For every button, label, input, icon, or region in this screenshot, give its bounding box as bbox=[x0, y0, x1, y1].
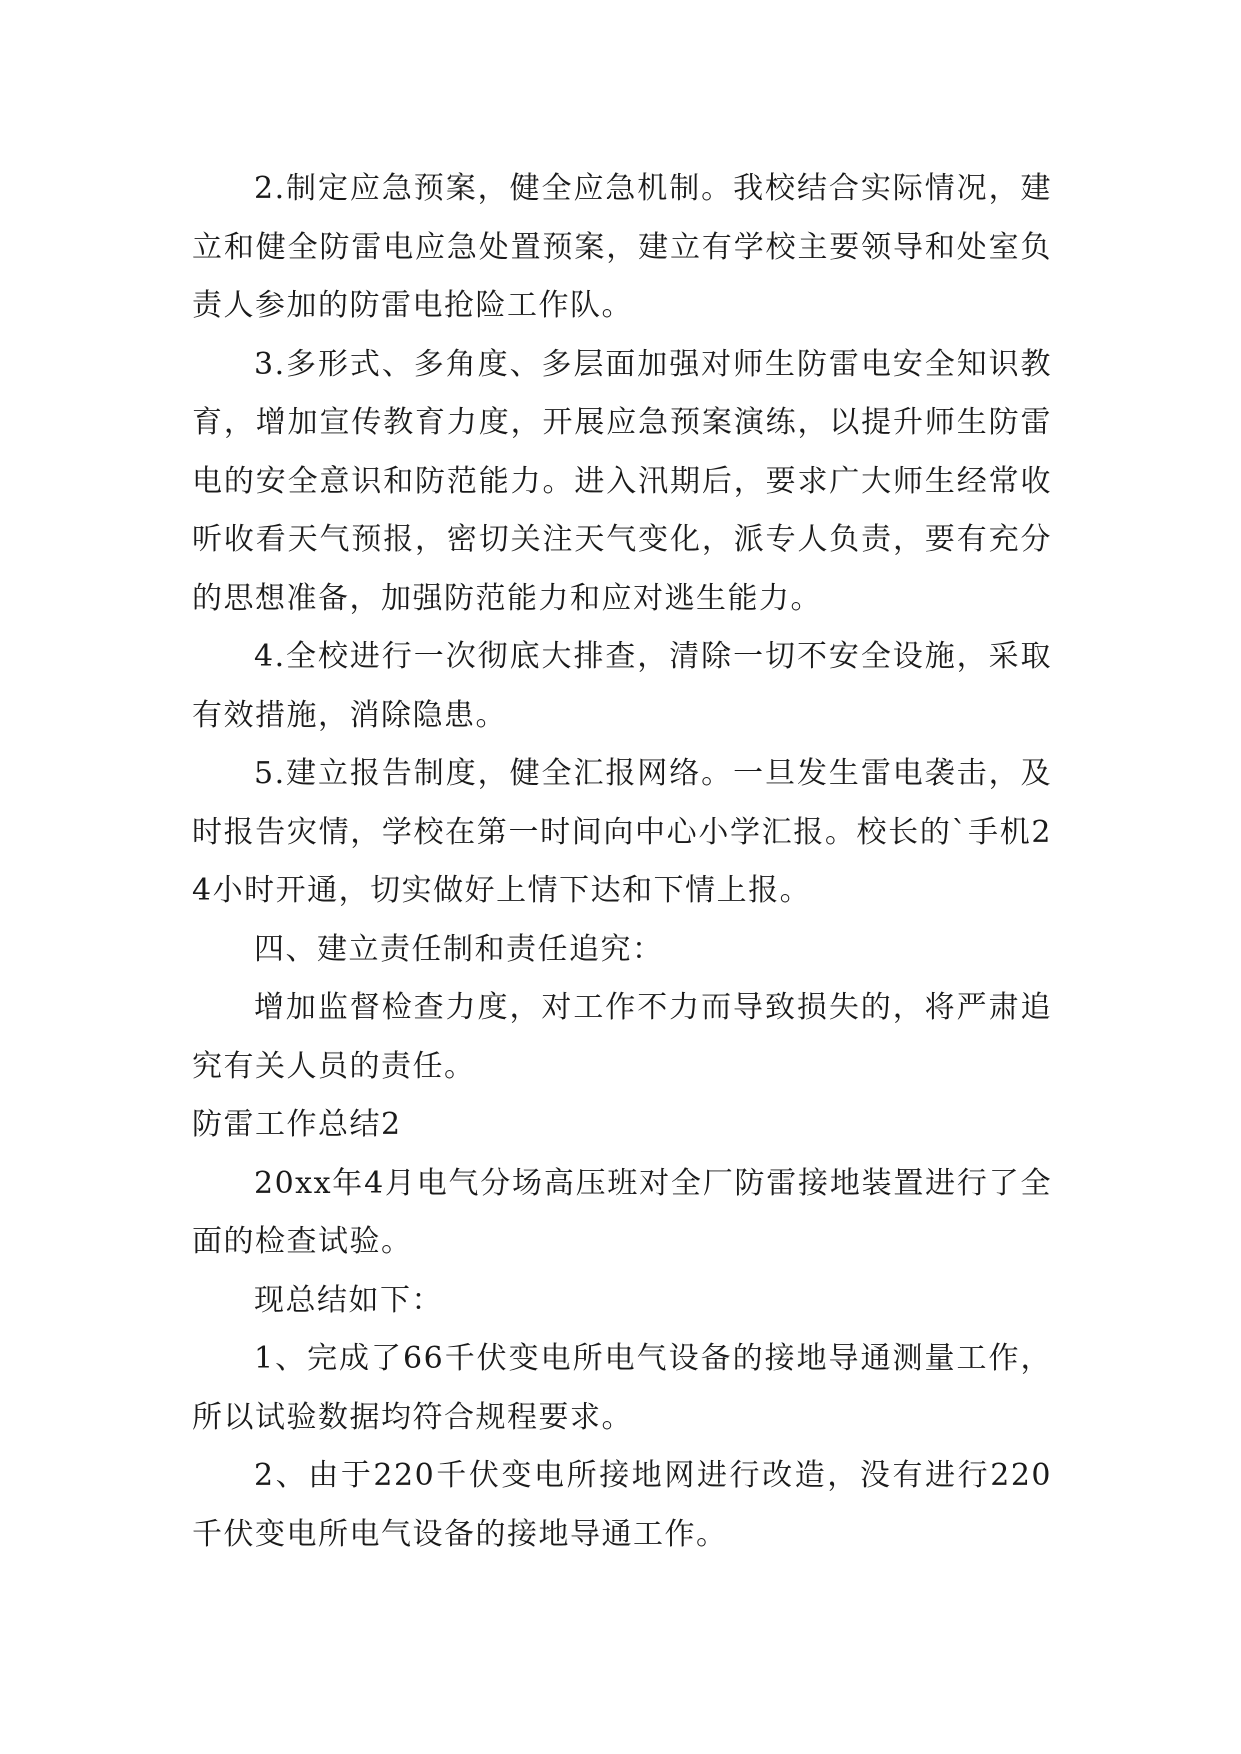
list-item-66kv: 1、完成了66千伏变电所电气设备的接地导通测量工作，所以试验数据均符合规程要求。 bbox=[192, 1341, 1052, 1435]
paragraph-summary-lead: 现总结如下： bbox=[254, 1282, 443, 1318]
section-heading-responsibility: 四、建立责任制和责任追究： bbox=[254, 931, 664, 967]
paragraph-inspection-intro: 20xx年4月电气分场高压班对全厂防雷接地装置进行了全面的检查试验。 bbox=[192, 1165, 1052, 1259]
paragraph-supervision: 增加监督检查力度，对工作不力而导致损失的，将严肃追究有关人员的责任。 bbox=[192, 990, 1052, 1084]
document-body bbox=[192, 160, 1052, 1564]
paragraph-inspection: 4.全校进行一次彻底大排查，清除一切不安全设施，采取有效措施，消除隐患。 bbox=[192, 639, 1052, 733]
paragraph-safety-education: 3.多形式、多角度、多层面加强对师生防雷电安全知识教育，增加宣传教育力度，开展应急预案演练，以提升师生防雷电的安全意识和防范能力。进入汛期后，要求广大师生经常收听收看天气预报，密切关注天气变化，派专人负责，要有充分的思想准备，加强防范能力和应对逃生能力。 bbox=[192, 346, 1052, 616]
paragraph-emergency-plan: 2.制定应急预案，健全应急机制。我校结合实际情况，建立和健全防雷电应急处置预案，建立有学校主要领导和处室负责人参加的防雷电抢险工作队。 bbox=[192, 171, 1052, 323]
paragraph-reporting-system: 5.建立报告制度，健全汇报网络。一旦发生雷电袭击，及时报告灾情，学校在第一时间向中心小学汇报。校长的`手机24小时开通，切实做好上情下达和下情上报。 bbox=[192, 756, 1052, 908]
document-title-summary-2: 防雷工作总结2 bbox=[192, 1107, 402, 1142]
list-item-220kv: 2、由于220千伏变电所接地网进行改造，没有进行220千伏变电所电气设备的接地导通工作。 bbox=[192, 1458, 1052, 1552]
